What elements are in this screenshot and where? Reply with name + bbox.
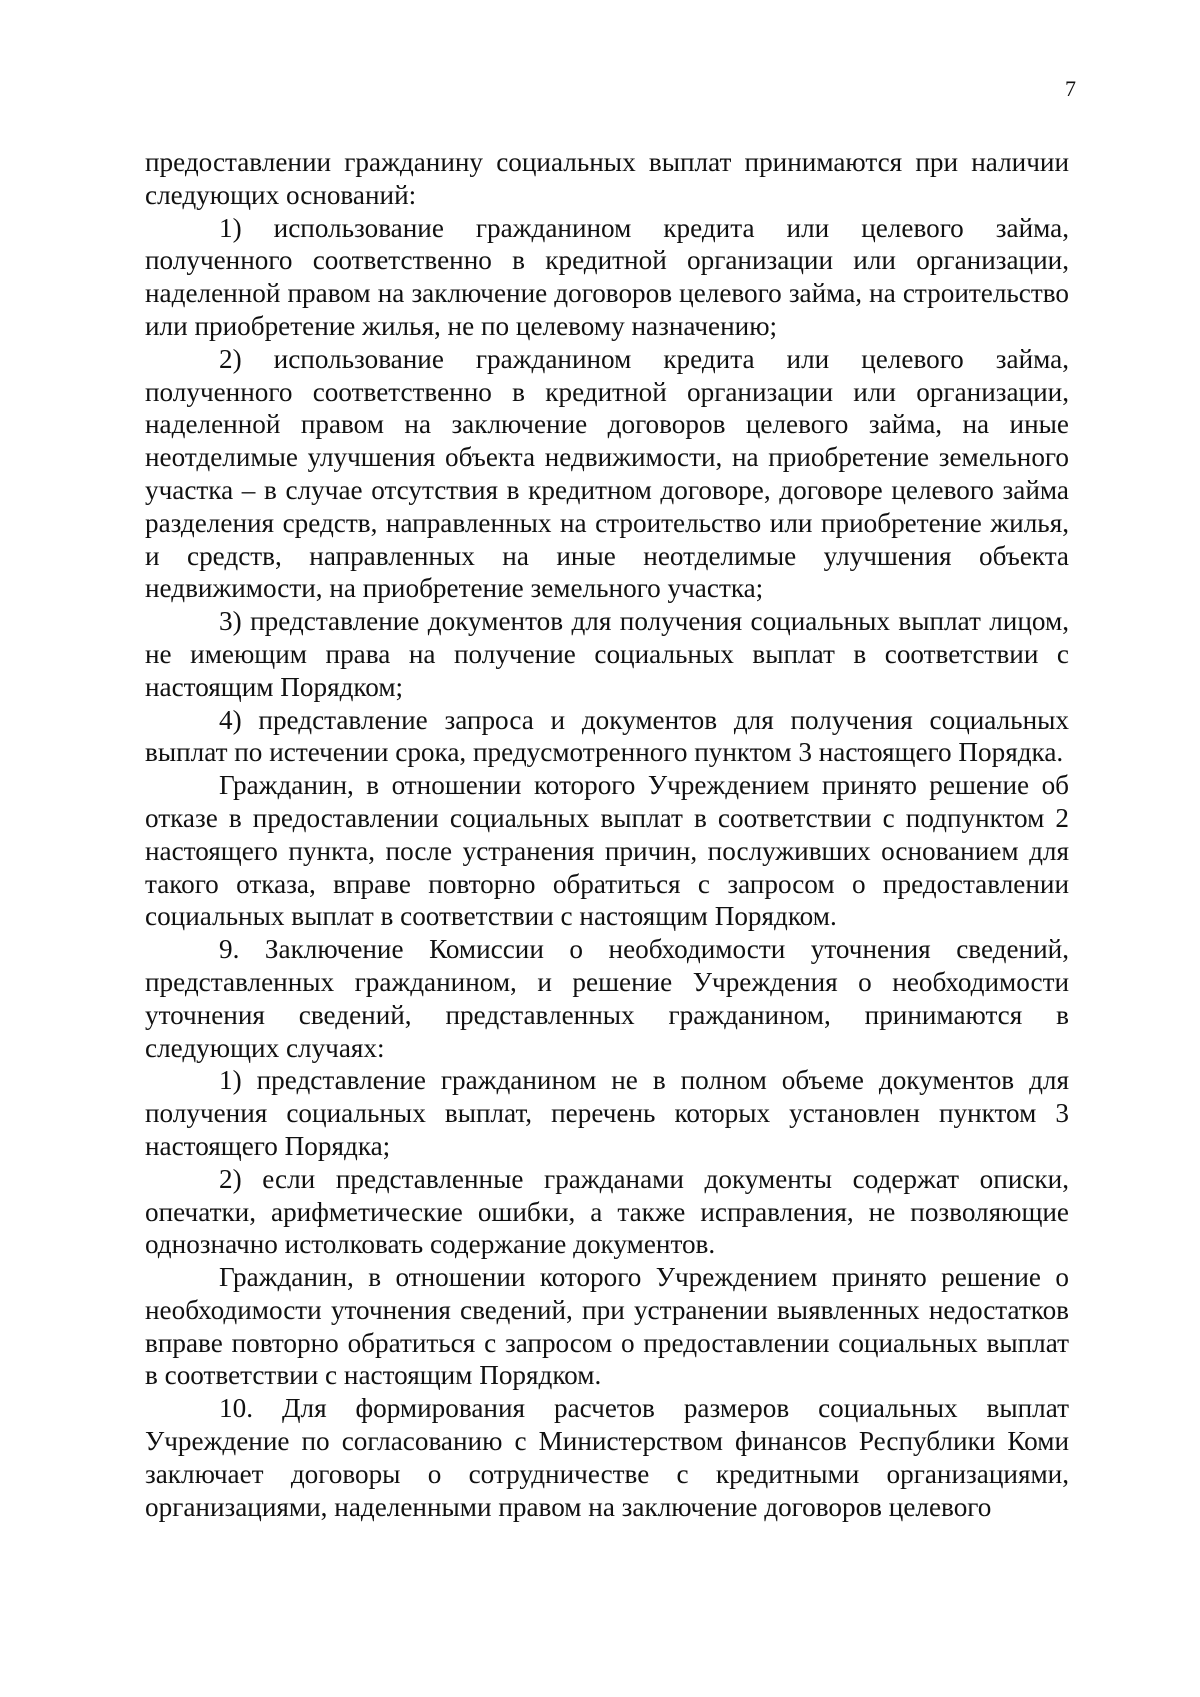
paragraph-section-10: 10. Для формирования расчетов размеров социальных выплат Учреждение по согласованию с Министерством финансов Республики Коми заключает договоры о сотрудничестве с кредитными организациями, организациями, наделенными правом на заключение договоров целевого [145,1393,1069,1522]
paragraph-item-4: 4) представление запроса и документов для получения социальных выплат по истечении срока, предусмотренного пунктом 3 настоящего Порядка. [145,704,1069,768]
page-number: 7 [1065,76,1076,101]
paragraph-section-9-item-2: 2) если представленные гражданами документы содержат описки, опечатки, арифметические ошибки, а также исправления, не позволяющие однозначно истолковать содержание документов. [145,1163,1069,1260]
document-body [145,146,1069,1523]
paragraph-refusal-reapply: Гражданин, в отношении которого Учреждением принято решение об отказе в предоставлении социальных выплат в соответствии с подпунктом 2 настоящего пункта, после устранения причин, послуживших основанием для такого отказа, вправе повторно обратиться с запросом о предоставлении социальных выплат в соответствии с настоящим Порядком. [145,770,1069,932]
paragraph-item-1: 1) использование гражданином кредита или целевого займа, полученного соответственно в кредитной организации или организации, наделенной правом на заключение договоров целевого займа, на строительство или приобретение жилья, не по целевому назначению; [145,212,1069,341]
paragraph-clarification-reapply: Гражданин, в отношении которого Учреждением принято решение о необходимости уточнения сведений, при устранении выявленных недостатков вправе повторно обратиться с запросом о предоставлении социальных выплат в соответствии с настоящим Порядком. [145,1262,1069,1391]
paragraph-item-3: 3) представление документов для получения социальных выплат лицом, не имеющим права на получение социальных выплат в соответствии с настоящим Порядком; [145,606,1069,702]
paragraph-continuation: предоставлении гражданину социальных выплат принимаются при наличии следующих оснований: [145,147,1069,210]
paragraph-item-2: 2) использование гражданином кредита или целевого займа, полученного соответственно в кредитной организации или организации, наделенной правом на заключение договоров целевого займа, на иные неотделимые улучшения объекта недвижимости, на приобретение земельного участка – в случае отсутствия в кредитном договоре, договоре целевого займа разделения средств, направленных на строительство или приобретение жилья, и средств, направленных на иные неотделимые улучшения объекта недвижимости, на приобретение земельного участка; [145,343,1069,604]
paragraph-section-9-item-1: 1) представление гражданином не в полном объеме документов для получения социальных выплат, перечень которых установлен пунктом 3 настоящего Порядка; [145,1065,1069,1161]
paragraph-section-9: 9. Заключение Комиссии о необходимости уточнения сведений, представленных гражданином, и решение Учреждения о необходимости уточнения сведений, представленных гражданином, принимаются в следующих случаях: [145,934,1069,1063]
